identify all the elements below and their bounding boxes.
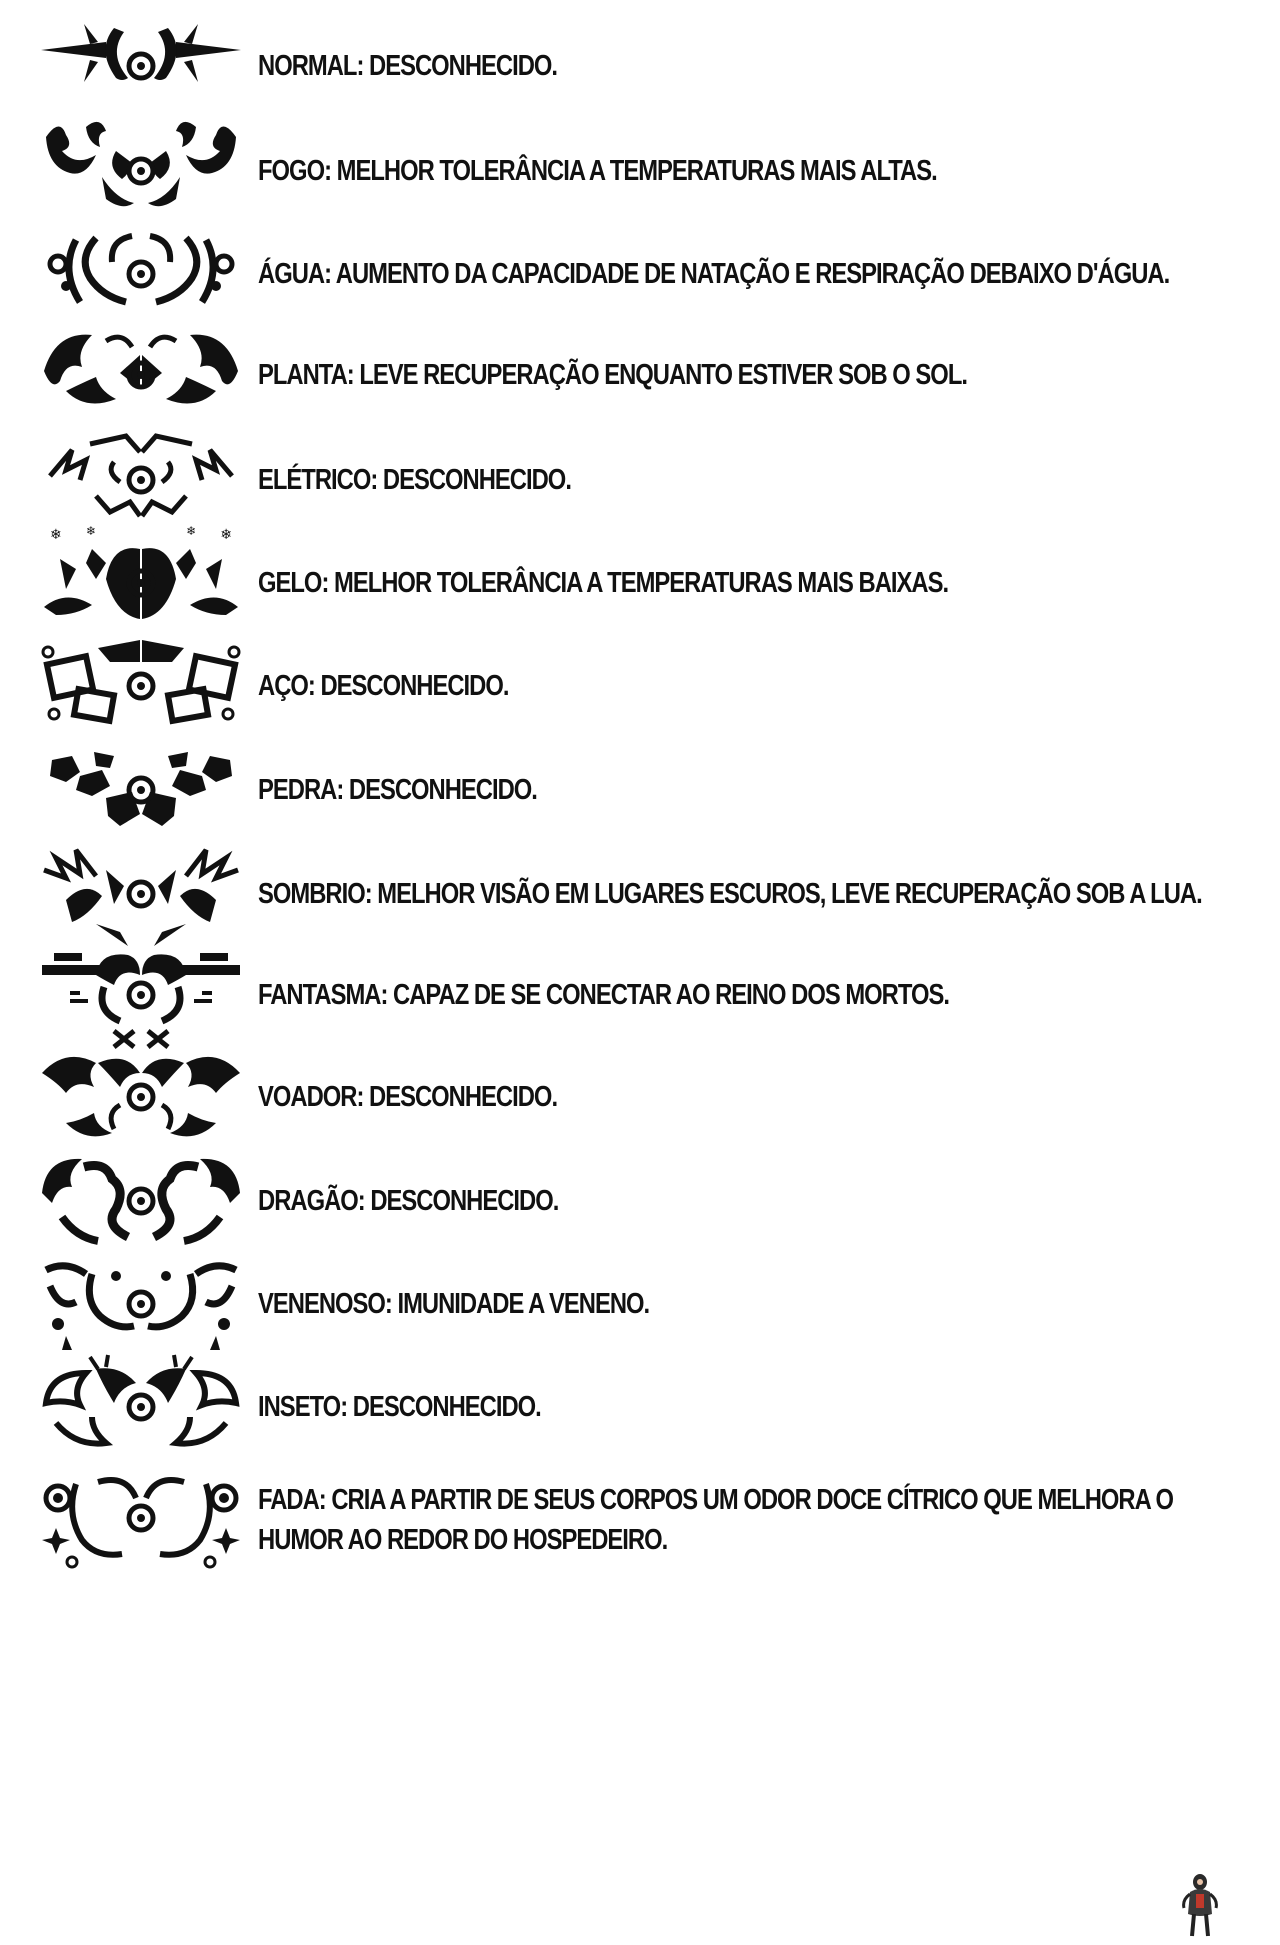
entry-text: DRAGÃO: DESCONHECIDO. [258,1184,559,1217]
entry-text: FANTASMA: CAPAZ DE SE CONECTAR AO REINO DOS MORTOS. [258,978,949,1011]
entry-text: PEDRA: DESCONHECIDO. [258,773,537,806]
fairy-emblem-icon [36,1454,246,1582]
list-item [0,1450,1280,1590]
svg-text:❄: ❄ [50,527,62,543]
svg-text:❄: ❄ [185,524,196,538]
entry-text: VOADOR: DESCONHECIDO. [258,1080,558,1113]
character-figure-icon [1176,1870,1224,1940]
entry-text: ÁGUA: AUMENTO DA CAPACIDADE DE NATAÇÃO E RESPIRAÇÃO DEBAIXO D'ÁGUA. [258,257,1170,290]
entry-text: FOGO: MELHOR TOLERÂNCIA A TEMPERATURAS MAIS ALTAS. [258,154,937,187]
entry-text: SOMBRIO: MELHOR VISÃO EM LUGARES ESCUROS, LEVE RECUPERAÇÃO SOB A LUA. [258,877,1202,910]
entry-text: ELÉTRICO: DESCONHECIDO. [258,463,571,496]
svg-text:❄: ❄ [220,527,232,543]
entry-text: VENENOSO: IMUNIDADE A VENENO. [258,1287,650,1320]
entry-text: INSETO: DESCONHECIDO. [258,1390,541,1423]
entry-text: PLANTA: LEVE RECUPERAÇÃO ENQUANTO ESTIVER SOB O SOL. [258,358,967,391]
svg-text:❄: ❄ [86,524,97,538]
entry-text: AÇO: DESCONHECIDO. [258,669,509,702]
entry-text: NORMAL: DESCONHECIDO. [258,49,558,82]
entry-text: GELO: MELHOR TOLERÂNCIA A TEMPERATURAS MAIS BAIXAS. [258,566,949,599]
entry-text: FADA: CRIA A PARTIR DE SEUS CORPOS UM ODOR DOCE CÍTRICO QUE MELHORA O HUMOR AO REDOR DO HOSPEDEIRO. [258,1484,1174,1556]
